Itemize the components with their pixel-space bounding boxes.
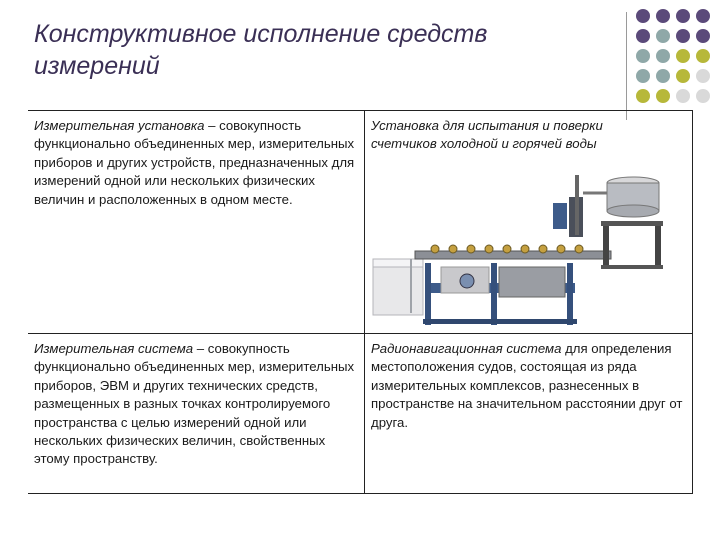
term-label: Измерительная установка — [34, 118, 205, 133]
definitions-table — [28, 110, 693, 494]
decorative-dot — [696, 29, 710, 43]
decorative-dot — [676, 29, 690, 43]
decorative-dot — [696, 49, 710, 63]
decorative-dot — [636, 69, 650, 83]
decorative-dot — [656, 9, 670, 23]
example-caption-line-2: счетчиков холодной и горячей воды — [371, 136, 597, 152]
decorative-dot — [656, 89, 670, 103]
term-label: Радионавигационная система — [371, 341, 562, 356]
example-caption-line-1: Установка для испытания и поверки — [371, 118, 603, 133]
decorative-dot — [676, 89, 690, 103]
definition-text: – совокупность функционально объединенных мер, измерительных приборов и других устройств, предназначенных для измерений одной или нескольких физических величин и расположенных в одном месте. — [34, 118, 355, 207]
decorative-dot — [696, 69, 710, 83]
decorative-dot — [636, 89, 650, 103]
term-label: Измерительная система — [34, 341, 194, 356]
decorative-divider — [626, 12, 627, 120]
decorative-dot — [656, 49, 670, 63]
decorative-dot — [636, 29, 650, 43]
decorative-dot — [656, 29, 670, 43]
slide-title-line-1: Конструктивное исполнение средств — [34, 20, 488, 48]
decorative-dot — [656, 69, 670, 83]
definition-text: – совокупность функционально объединенных мер, измерительных приборов, ЭВМ и других технических средств, размещенных в разных точках контролируемого пространства с целью измерений одной или нескольких физических величин, свойственных этому пространству. — [34, 341, 355, 467]
decorative-dot — [636, 49, 650, 63]
definition-text: для определения местоположения судов, состоящая из ряда измерительных комплексов, разнесенных в пространстве на значительном расстоянии друг от друга. — [371, 341, 683, 430]
decorative-dot — [676, 9, 690, 23]
decorative-dot — [676, 49, 690, 63]
decorative-dot — [696, 89, 710, 103]
table-cell-example-installation — [364, 111, 692, 333]
table-cell-radionavigation-system — [364, 333, 692, 493]
decorative-dot — [636, 9, 650, 23]
decorative-dot — [676, 69, 690, 83]
table-cell-measuring-system — [28, 333, 364, 493]
decorative-dot — [696, 9, 710, 23]
table-cell-measuring-installation — [28, 111, 364, 333]
water-meter-test-rig-image — [371, 163, 687, 327]
slide-title — [34, 18, 594, 82]
decorative-dot-grid — [636, 9, 720, 109]
slide-title-line-2: измерений — [34, 52, 160, 80]
